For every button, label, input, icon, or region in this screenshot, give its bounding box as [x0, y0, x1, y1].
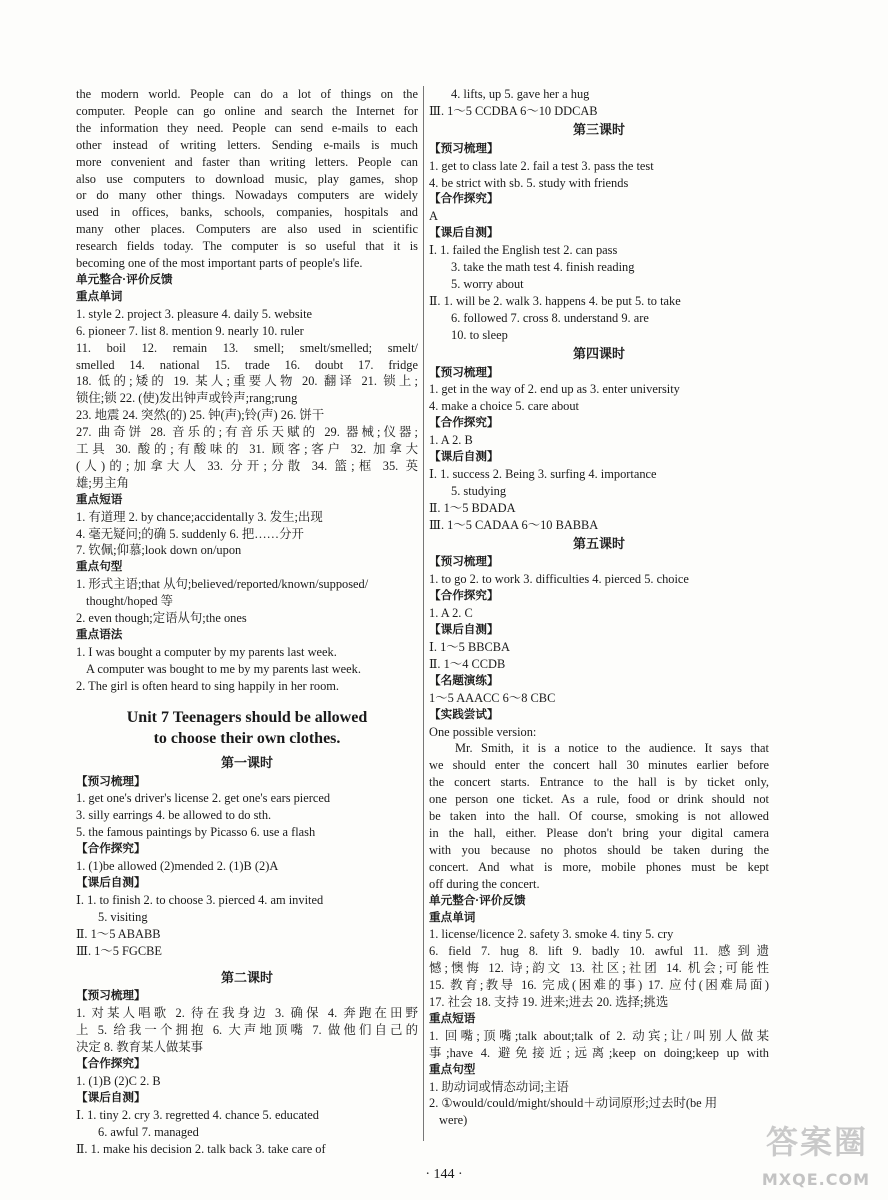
- unit-title: to choose their own clothes.: [153, 729, 341, 747]
- text-line: Ⅰ. 1. to finish 2. to choose 3. pierced 4. am invited: [76, 892, 324, 907]
- text-line: 6. field 7. hug 8. lift 9. badly 10. awful 11. 感到遗: [429, 944, 769, 959]
- lesson-title: 第二课时: [220, 969, 273, 985]
- text-line: 1. A 2. B: [429, 433, 473, 448]
- text-line: used in offices, banks, schools, companies, hospitals and: [76, 205, 418, 220]
- text-line: Ⅲ. 1～5 CCDBA 6～10 DDCAB: [429, 103, 598, 118]
- section-heading: 重点短语: [429, 1011, 476, 1025]
- text-line: 1. to go 2. to work 3. difficulties 4. pierced 5. choice: [429, 572, 689, 587]
- text-line: 1. (1)be allowed (2)mended 2. (1)B (2)A: [76, 859, 279, 874]
- text-line: 6. pioneer 7. list 8. mention 9. nearly 10. ruler: [76, 323, 304, 338]
- text-line: 4. 毫无疑问;的确 5. suddenly 6. 把……分开: [76, 526, 304, 541]
- text-line: 锁住;锁 22. (使)发出钟声或铃声;rang;rung: [76, 391, 298, 406]
- section-heading: 【课后自测】: [429, 450, 499, 464]
- text-line: 7. 钦佩;仰慕;look down on/upon: [76, 543, 242, 558]
- text-line: Ⅰ. 1～5 BBCBA: [429, 640, 510, 654]
- text-line: also use computers to download music, play games, shop: [76, 171, 418, 186]
- text-line: we should enter the concert hall 30 minutes earlier before: [429, 758, 769, 773]
- column-divider: [423, 86, 424, 1141]
- text-line: 5. studying: [451, 483, 507, 498]
- text-line: the information they need. People can send e-mails to each: [76, 120, 418, 135]
- text-line: A computer was bought to me by my parents last week.: [86, 661, 361, 676]
- text-line: 4. lifts, up 5. gave her a hug: [451, 87, 590, 101]
- spacer: [76, 960, 418, 968]
- text-line: 15. 教育;教导 16. 完成(困难的事) 17. 应付(困难局面): [429, 978, 769, 993]
- section-heading: 重点语法: [76, 628, 123, 641]
- watermark-text: 答案圈: [765, 1123, 868, 1161]
- text-line: 3. take the math test 4. finish reading: [451, 260, 635, 275]
- right-column: [429, 86, 769, 1129]
- text-line: 18. 低的;矮的 19. 某人;重要人物 20. 翻译 21. 锁上;: [76, 374, 418, 389]
- spacer: [76, 695, 418, 703]
- text-line: more convenient and faster than writing letters. People can: [76, 154, 418, 169]
- lesson-title: 第三课时: [572, 121, 625, 137]
- text-line: smelled 14. national 15. trade 16. doubt 17. fridge: [76, 357, 418, 372]
- text-line: Ⅱ. 1～4 CCDB: [429, 656, 506, 671]
- text-line: other instead of writing letters. Sending e-mails is much: [76, 137, 418, 152]
- text-line: 10. to sleep: [451, 327, 508, 342]
- section-heading: 【预习梳理】: [76, 989, 146, 1003]
- section-heading: 【课后自测】: [76, 875, 146, 889]
- text-line: 5. worry about: [451, 276, 524, 291]
- text-line: 1. get one's driver's license 2. get one's ears pierced: [76, 791, 331, 806]
- text-line: with you because no photos should be taken during the: [429, 842, 769, 857]
- text-line: One possible version:: [429, 724, 537, 739]
- text-line: 憾;懊悔 12. 诗;韵文 13. 社区;社团 14. 机会;可能性: [429, 961, 769, 976]
- text-line: 4. be strict with sb. 5. study with friends: [429, 175, 629, 190]
- section-heading: 【合作探究】: [76, 1057, 146, 1071]
- section-heading: 【课后自测】: [76, 1090, 146, 1104]
- text-line: 3. silly earrings 4. be allowed to do sth.: [76, 808, 272, 823]
- text-line: the modern world. People can do a lot of things on the: [76, 87, 418, 101]
- section-heading: 【合作探究】: [429, 589, 499, 603]
- text-line: or do many other things. Nowadays computers are widely: [76, 188, 418, 203]
- text-line: (人)的;加拿大人 33. 分开;分散 34. 篮;框 35. 英: [76, 458, 418, 473]
- text-line: 1. 回嘴;顶嘴;talk about;talk of 2. 动宾;让/叫别人做某: [429, 1028, 769, 1043]
- text-line: 1. license/licence 2. safety 3. smoke 4. tiny 5. cry: [429, 927, 674, 942]
- text-line: A: [429, 209, 438, 224]
- text-line: Ⅱ. 1～5 ABABB: [76, 926, 161, 941]
- text-line: computer. People can go online and search the Internet for: [76, 103, 418, 118]
- section-heading: 重点单词: [76, 289, 123, 303]
- text-line: 2. The girl is often heard to sing happily in her room.: [76, 678, 340, 693]
- text-line: 1. get in the way of 2. end up as 3. enter university: [429, 382, 680, 397]
- text-line: 1. A 2. C: [429, 606, 473, 621]
- text-line: 11. boil 12. remain 13. smell; smelt/smelled; smelt/: [76, 340, 418, 355]
- text-line: one person one ticket. As a rule, food or drink should not: [429, 792, 769, 807]
- section-heading: 【预习梳理】: [429, 141, 499, 155]
- text-line: 1～5 AAACC 6～8 CBC: [429, 690, 556, 705]
- text-line: thought/hoped 等: [86, 594, 174, 609]
- section-heading: 【合作探究】: [429, 416, 499, 430]
- text-line: 事;have 4. 避免接近;远离;keep on doing;keep up with: [429, 1045, 769, 1060]
- section-heading: 重点单词: [429, 910, 476, 924]
- text-line: 17. 社会 18. 支持 19. 进来;进去 20. 选择;挑选: [429, 995, 669, 1010]
- left-column: [76, 86, 418, 1157]
- text-line: Ⅱ. 1. will be 2. walk 3. happens 4. be put 5. to take: [429, 293, 681, 308]
- text-line: 雄;男主角: [76, 475, 130, 490]
- section-heading: 重点句型: [429, 1062, 476, 1076]
- text-line: 27. 曲奇饼 28. 音乐的;有音乐天赋的 29. 器械;仪器;: [76, 425, 418, 440]
- text-line: 5. the famous paintings by Picasso 6. use a flash: [76, 825, 316, 840]
- watermark-logo: [726, 1123, 876, 1196]
- section-heading: 单元整合·评价反馈: [76, 272, 173, 286]
- text-line: the concert starts. Entrance to the hall is by ticket only,: [429, 775, 769, 790]
- text-line: 1. 有道理 2. by chance;accidentally 3. 发生;出现: [76, 509, 323, 524]
- text-line: 6. followed 7. cross 8. understand 9. are: [451, 310, 649, 325]
- section-heading: 【预习梳理】: [429, 555, 499, 569]
- text-line: 6. awful 7. managed: [98, 1124, 199, 1139]
- text-line: 1. 对某人唱歌 2. 待在我身边 3. 确保 4. 奔跑在田野: [76, 1006, 418, 1021]
- text-line: many other places. Computers are also used in scientific: [76, 222, 418, 237]
- section-heading: 【课后自测】: [429, 226, 499, 240]
- lesson-title: 第四课时: [572, 345, 625, 361]
- text-line: 1. get to class late 2. fail a test 3. pass the test: [429, 158, 654, 173]
- text-line: 工具 30. 酸的;有酸味的 31. 顾客;客户 32. 加拿大: [76, 442, 418, 457]
- text-line: 4. make a choice 5. care about: [429, 399, 579, 414]
- text-line: 23. 地震 24. 突然(的) 25. 钟(声);铃(声) 26. 饼干: [76, 408, 325, 423]
- section-heading: 【预习梳理】: [429, 365, 499, 379]
- text-line: 5. visiting: [98, 909, 148, 924]
- text-line: Mr. Smith, it is a notice to the audience. It says that: [455, 741, 769, 756]
- section-heading: 【合作探究】: [76, 842, 146, 856]
- text-line: becoming one of the most important parts of people's life.: [76, 256, 363, 271]
- text-line: Ⅲ. 1～5 FGCBE: [76, 943, 162, 958]
- text-line: 1. style 2. project 3. pleasure 4. daily 5. website: [76, 306, 313, 321]
- text-line: Ⅱ. 1～5 BDADA: [429, 500, 516, 515]
- section-heading: 【实践尝试】: [429, 707, 499, 721]
- text-line: 1. 助动词或情态动词;主语: [429, 1079, 569, 1094]
- text-line: Ⅰ. 1. failed the English test 2. can pass: [429, 243, 618, 258]
- section-heading: 单元整合·评价反馈: [429, 893, 526, 907]
- text-line: 1. (1)B (2)C 2. B: [76, 1073, 161, 1088]
- text-line: 1. 形式主语;that 从句;believed/reported/known/supposed/: [76, 577, 369, 592]
- text-line: were): [439, 1113, 468, 1128]
- text-line: concert. And what is more, mobile phones must be kept: [429, 859, 769, 874]
- section-heading: 【名题演练】: [429, 673, 499, 687]
- watermark-url: MXQE.COM: [761, 1170, 870, 1189]
- lesson-title: 第五课时: [572, 535, 625, 551]
- text-line: be taken into the hall. Of course, smoking is not allowed: [429, 809, 769, 824]
- text-line: in the hall, either. Please don't bring your digital camera: [429, 825, 769, 840]
- unit-title: Unit 7 Teenagers should be allowed: [126, 708, 368, 726]
- text-line: Ⅰ. 1. success 2. Being 3. surfing 4. importance: [429, 466, 657, 481]
- text-line: 上 5. 给我一个拥抱 6. 大声地顶嘴 7. 做他们自己的: [76, 1023, 418, 1038]
- page-number: · 144 ·: [425, 1167, 463, 1182]
- text-line: Ⅰ. 1. tiny 2. cry 3. regretted 4. chance 5. educated: [76, 1107, 319, 1122]
- text-line: Ⅱ. 1. make his decision 2. talk back 3. take care of: [76, 1141, 326, 1156]
- text-line: Ⅲ. 1～5 CADAA 6～10 BABBA: [429, 517, 599, 532]
- lesson-title: 第一课时: [220, 754, 273, 770]
- text-line: off during the concert.: [429, 876, 540, 891]
- section-heading: 【课后自测】: [429, 623, 499, 637]
- section-heading: 重点短语: [76, 492, 123, 506]
- text-line: research fields today. The computer is so useful that it is: [76, 239, 418, 254]
- section-heading: 【合作探究】: [429, 192, 499, 206]
- text-line: 2. ①would/could/might/should＋动词原形;过去时(be 用: [429, 1096, 718, 1111]
- section-heading: 【预习梳理】: [76, 774, 146, 788]
- text-line: 1. I was bought a computer by my parents last week.: [76, 644, 337, 659]
- text-line: 决定 8. 教育某人做某事: [76, 1040, 204, 1055]
- text-line: 2. even though;定语从句;the ones: [76, 611, 247, 626]
- section-heading: 重点句型: [76, 560, 123, 574]
